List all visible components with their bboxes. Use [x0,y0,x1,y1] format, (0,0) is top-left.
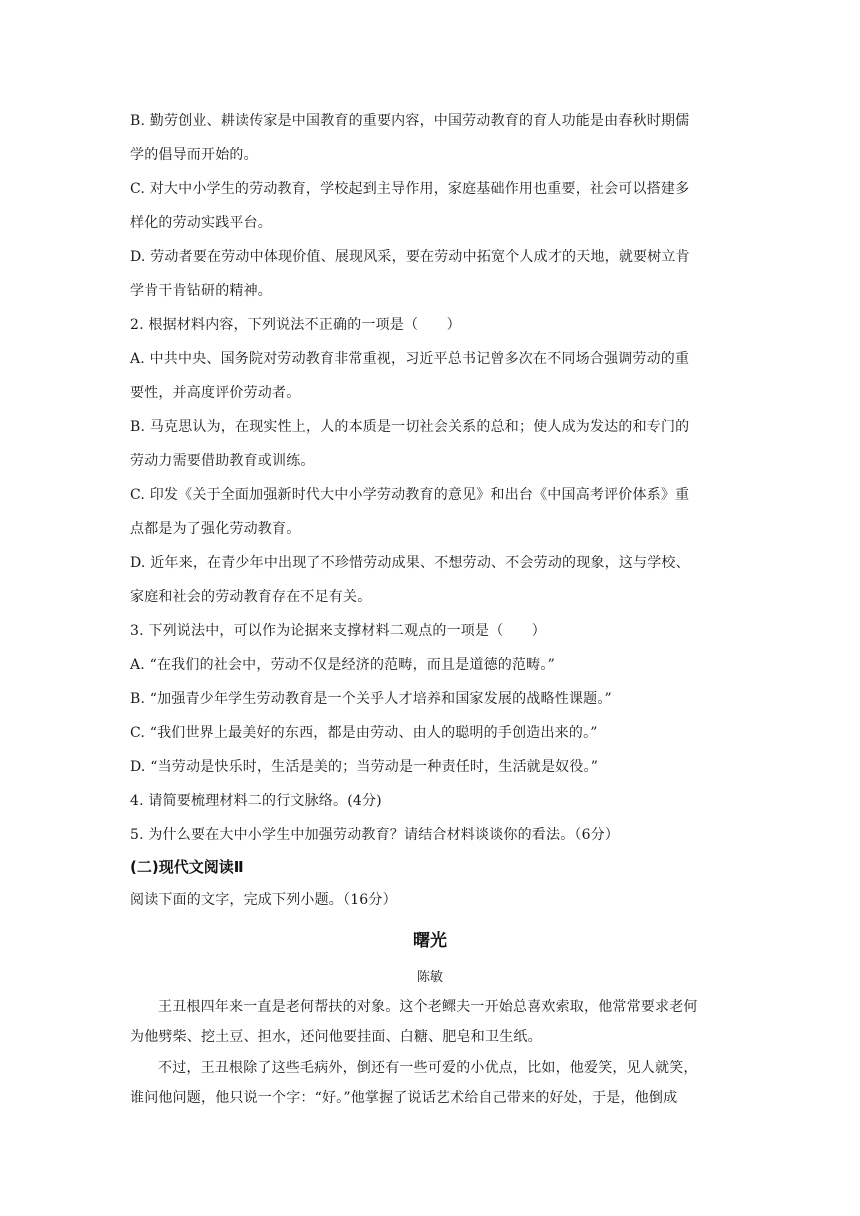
question-2: 2. 根据材料内容，下列说法不正确的一项是（ ） [130,317,461,333]
q2-option-b-line-1: B. 马克思认为，在现实性上，人的本质是一切社会关系的总和；使人成为发达的和专门的 [130,419,690,435]
option-d-line-2: 学肯干肯钻研的精神。 [130,283,272,299]
q3-option-d: D. “当劳动是快乐时，生活是美的；当劳动是一种责任时，生活就是奴役。” [130,759,599,775]
question-4: 4. 请简要梳理材料二的行文脉络。(4分) [130,793,382,809]
option-c-line-1: C. 对大中小学生的劳动教育，学校起到主导作用，家庭基础作用也重要，社会可以搭建多 [130,181,690,197]
option-c-line-2: 样化的劳动实践平台。 [130,215,272,231]
section-heading: (二)现代文阅读Ⅱ [130,858,244,876]
option-b-line-2: 学的倡导而开始的。 [130,147,258,163]
q3-option-c: C. “我们世界上最美好的东西，都是由劳动、由人的聪明的手创造出来的。” [130,725,598,741]
reading-instruction: 阅读下面的文字，完成下列小题。（16分） [130,892,397,908]
q2-option-a-line-1: A. 中共中央、国务院对劳动教育非常重视，习近平总书记曾多次在不同场合强调劳动的重 [130,351,690,367]
q2-option-d-line-2: 家庭和社会的劳动教育存在不足有关。 [130,589,372,605]
story-title: 曙光 [413,931,447,951]
story-paragraph-1-line-1: 王丑根四年来一直是老何帮扶的对象。这个老鳏夫一开始总喜欢索取，他常常要求老何 [158,999,698,1015]
question-3: 3. 下列说法中，可以作为论据来支撑材料二观点的一项是（ ） [130,623,547,639]
q2-option-b-line-2: 劳动力需要借助教育或训练。 [130,453,315,469]
q2-option-d-line-1: D. 近年来，在青少年中出现了不珍惜劳动成果、不想劳动、不会劳动的现象，这与学校、 [130,555,690,571]
story-paragraph-2-line-2: 谁问他问题，他只说一个字：“好。”他掌握了说话艺术给自己带来的好处，于是，他倒成 [130,1090,678,1106]
q2-option-c-line-2: 点都是为了强化劳动教育。 [130,521,301,537]
question-5: 5. 为什么要在大中小学生中加强劳动教育？请结合材料谈谈你的看法。（6分） [130,827,620,843]
option-b-line-1: B. 勤劳创业、耕读传家是中国教育的重要内容，中国劳动教育的育人功能是由春秋时期儒 [130,113,690,129]
q3-option-b: B. “加强青少年学生劳动教育是一个关乎人才培养和国家发展的战略性课题。” [130,691,612,707]
option-d-line-1: D. 劳动者要在劳动中体现价值、展现风采，要在劳动中拓宽个人成才的天地，就要树立肯 [130,249,690,265]
story-author: 陈敏 [416,970,443,985]
q2-option-c-line-1: C. 印发《关于全面加强新时代大中小学劳动教育的意见》和出台《中国高考评价体系》重 [130,487,690,503]
story-paragraph-1-line-2: 为他劈柴、挖土豆、担水，还问他要挂面、白糖、肥皂和卫生纸。 [130,1029,542,1045]
story-paragraph-2-line-1: 不过，王丑根除了这些毛病外，倒还有一些可爱的小优点，比如，他爱笑，见人就笑， [158,1060,698,1076]
q2-option-a-line-2: 要性，并高度评价劳动者。 [130,385,301,401]
q3-option-a: A. “在我们的社会中，劳动不仅是经济的范畴，而且是道德的范畴。” [130,657,555,673]
